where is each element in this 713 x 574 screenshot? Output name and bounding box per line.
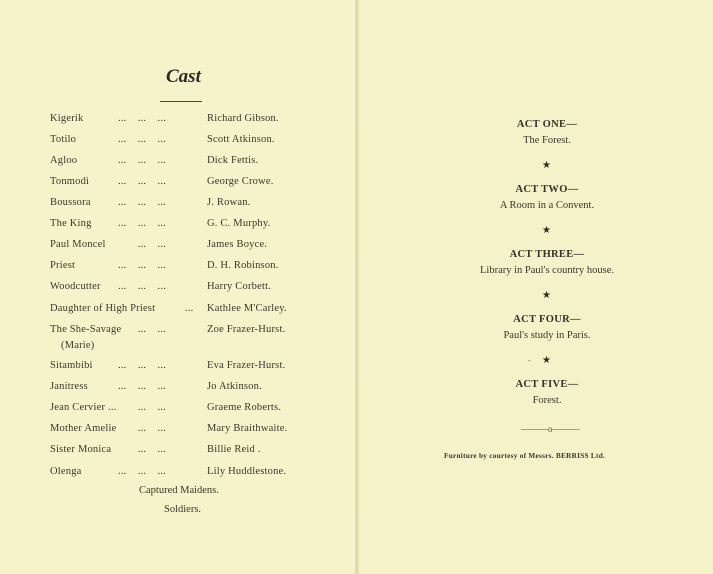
leader-dots: ... ... ... <box>118 155 167 166</box>
act-two <box>357 184 713 211</box>
furniture-credit: Furniture by courtesy of Messrs. BERRISS Ltd. <box>444 452 606 460</box>
star-divider: ★ <box>542 290 551 301</box>
cast-actor: G. C. Murphy. <box>207 218 271 229</box>
star-divider: ★ <box>542 160 551 171</box>
cast-actor: Scott Atkinson. <box>207 134 275 145</box>
star-divider: ★ <box>542 225 551 236</box>
cast-row <box>50 197 350 213</box>
cast-actor: Mary Braithwaite. <box>207 423 288 434</box>
captured-maidens: Captured Maidens. <box>139 485 219 496</box>
act-desc: The Forest. <box>523 135 571 146</box>
cast-role-continued: (Marie) <box>61 340 95 351</box>
cast-row <box>50 381 350 397</box>
title-underline <box>160 101 202 102</box>
cast-role: The She-Savage <box>50 324 122 335</box>
ornament-divider: ———o——— <box>521 424 580 434</box>
cast-row <box>50 423 350 439</box>
leader-dots: ... ... ... <box>118 134 167 145</box>
leader-dots: ... ... <box>118 324 167 335</box>
cast-role: Totilo <box>50 134 77 145</box>
leader-dots: ... ... ... <box>118 466 167 477</box>
cast-row <box>50 176 350 192</box>
cast-actor: Graeme Roberts. <box>207 402 282 413</box>
cast-role: Sister Monica <box>50 444 112 455</box>
cast-row <box>50 239 350 255</box>
cast-role: Agloo <box>50 155 78 166</box>
cast-row <box>50 360 350 376</box>
leader-dots: ... ... ... <box>118 176 167 187</box>
leader-dots: ... ... <box>118 444 167 455</box>
leader-dots: ... ... ... <box>118 197 167 208</box>
page-fold <box>355 0 359 574</box>
leader-dots: ... ... ... <box>118 281 167 292</box>
ink-mark: - <box>528 356 531 365</box>
cast-row <box>50 466 350 482</box>
leader-dots: ... ... ... <box>118 381 167 392</box>
act-desc: Library in Paul's country house. <box>480 265 614 276</box>
act-three <box>357 249 713 276</box>
cast-role: Boussora <box>50 197 91 208</box>
cast-actor: George Crowe. <box>207 176 274 187</box>
cast-row <box>50 324 350 351</box>
cast-role: Jean Cervier ... <box>50 402 117 413</box>
right-page <box>357 0 713 574</box>
cast-role: Sitambibi <box>50 360 93 371</box>
cast-row <box>50 402 350 418</box>
cast-actor: Lily Huddlestone. <box>207 466 287 477</box>
leader-dots: ... ... ... <box>118 360 167 371</box>
leader-dots: ... ... ... <box>118 260 167 271</box>
cast-role: Janitress <box>50 381 88 392</box>
cast-row <box>50 444 350 460</box>
cast-actor: Harry Corbett. <box>207 281 272 292</box>
cast-row <box>50 134 350 150</box>
cast-role: Paul Moncel <box>50 239 106 250</box>
leader-dots: ... <box>185 303 194 314</box>
cast-actor: Richard Gibson. <box>207 113 279 124</box>
act-desc: Forest. <box>532 395 562 406</box>
act-five <box>357 379 713 406</box>
cast-actor: Kathlee M'Carley. <box>207 303 287 314</box>
cast-role: Priest <box>50 260 76 271</box>
act-four <box>357 314 713 341</box>
cast-role: Tonmodi <box>50 176 90 187</box>
cast-row <box>50 218 350 234</box>
soldiers: Soldiers. <box>164 504 202 515</box>
act-title: ACT TWO— <box>515 184 579 195</box>
leader-dots: ... ... ... <box>118 218 167 229</box>
leader-dots: ... ... <box>118 423 167 434</box>
act-title: ACT FOUR— <box>513 314 581 325</box>
cast-actor: James Boyce. <box>207 239 268 250</box>
cast-row <box>50 260 350 276</box>
act-one <box>357 119 713 146</box>
cast-role: Olenga <box>50 466 82 477</box>
leader-dots: ... ... <box>118 239 167 250</box>
cast-role: Daughter of High Priest <box>50 303 156 314</box>
act-title: ACT ONE— <box>516 119 578 130</box>
cast-actor: D. H. Robinson. <box>207 260 279 271</box>
star-divider: ★ <box>542 355 551 366</box>
cast-role: Woodcutter <box>50 281 101 292</box>
act-title: ACT THREE— <box>509 249 585 260</box>
act-desc: Paul's study in Paris. <box>503 330 591 341</box>
cast-row <box>50 113 350 129</box>
act-desc: A Room in a Convent. <box>499 200 595 211</box>
cast-role: Kigerik <box>50 113 84 124</box>
cast-row <box>50 303 350 319</box>
cast-actor: J. Rowan. <box>207 197 251 208</box>
cast-title: Cast <box>166 66 201 87</box>
cast-actor: Zoe Frazer-Hurst. <box>207 324 286 335</box>
leader-dots: ... ... <box>118 402 167 413</box>
cast-actor: Eva Frazer-Hurst. <box>207 360 286 371</box>
act-title: ACT FIVE— <box>515 379 579 390</box>
cast-role: The King <box>50 218 92 229</box>
cast-actor: Dick Fettis. <box>207 155 259 166</box>
cast-actor: Billie Reid . <box>207 444 261 455</box>
cast-row <box>50 281 350 297</box>
cast-role: Mother Amelie <box>50 423 117 434</box>
cast-row <box>50 155 350 171</box>
cast-actor: Jo Atkinson. <box>207 381 262 392</box>
leader-dots: ... ... ... <box>118 113 167 124</box>
